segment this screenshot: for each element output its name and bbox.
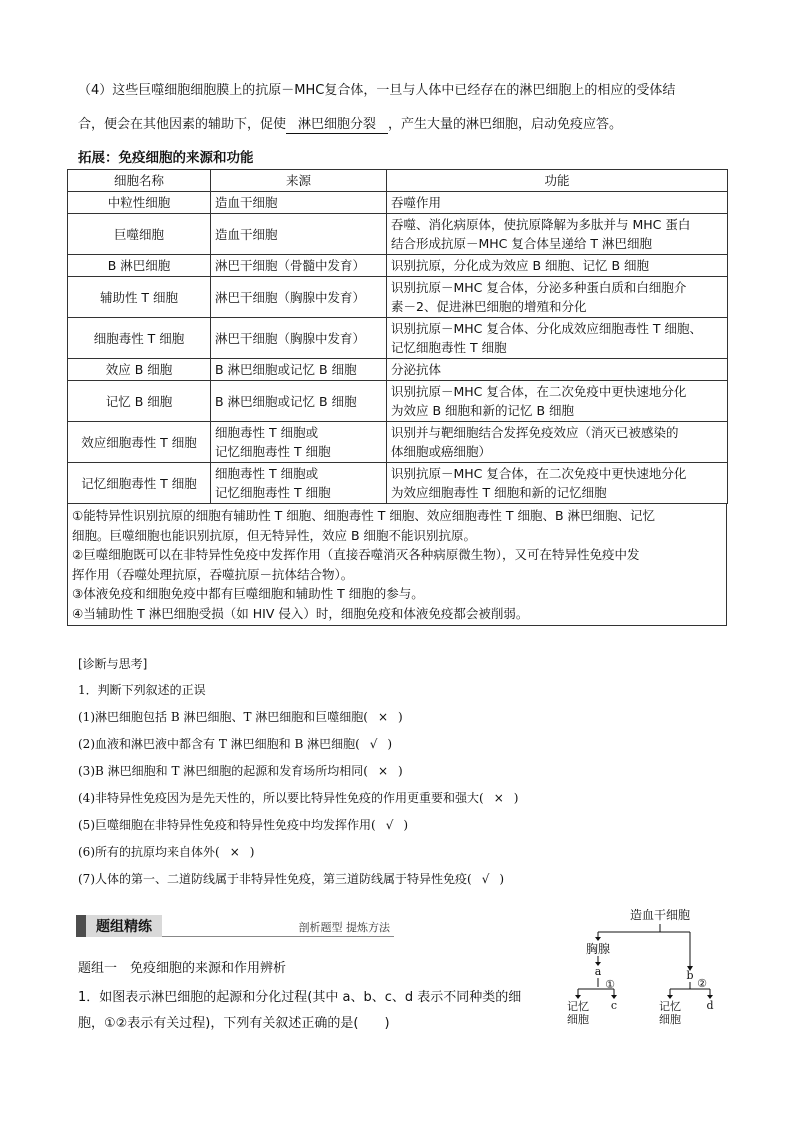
table-row: [68, 463, 728, 504]
note-line: ①能特异性识别抗原的细胞有辅助性 T 细胞、细胞毒性 T 细胞、效应细胞毒性 T 细胞、B 淋巴细胞、记忆: [72, 508, 656, 523]
section-band-rule: [162, 915, 394, 937]
table-row: [68, 318, 728, 359]
cell-function-line: 分泌抗体: [391, 362, 442, 377]
cell-function-line: 为效应 B 细胞和新的记忆 B 细胞: [391, 403, 575, 418]
question-1-line2: 胞，①②表示有关过程)，下列有关叙述正确的是( ): [78, 1016, 390, 1031]
cell-name: 中粒性细胞: [68, 192, 211, 214]
section-subtitle: 剖析题型 提炼方法: [298, 921, 390, 934]
lymphocyte-origin-diagram: [560, 905, 730, 1030]
diagram-arrow: [575, 995, 581, 999]
item4-line2: [78, 115, 622, 135]
judgement-mark: ×: [377, 710, 389, 724]
cell-function: [387, 277, 728, 318]
judgement-mark: ×: [229, 845, 240, 859]
table-row: [68, 359, 728, 381]
cell-name: 细胞毒性 T 细胞: [68, 318, 211, 359]
diagram-top-label: 造血干细胞: [629, 908, 691, 922]
table-row: [68, 381, 728, 422]
cell-source: [211, 381, 387, 422]
judgement-item: [78, 789, 518, 807]
diagram-label-a: a: [594, 965, 602, 978]
cell-function: [387, 359, 728, 381]
question-1-line1: 1．如图表示淋巴细胞的起源和分化过程(其中 a、b、c、d 表示不同种类的细: [78, 990, 522, 1005]
judgement-item: [78, 843, 518, 861]
judgement-item: [78, 816, 518, 834]
cell-name: 巨噬细胞: [68, 214, 211, 255]
diagram-label-c: c: [610, 999, 618, 1012]
cell-source-line: 淋巴干细胞（胸腺中发育）: [215, 289, 366, 305]
cell-function: [387, 192, 728, 214]
item4-line2-pre: 合，便会在其他因素的辅助下，促使: [78, 117, 287, 132]
judgement-mark: √: [385, 818, 394, 832]
item4-line2-post: ，产生大量的淋巴细胞，启动免疫应答。: [388, 117, 623, 132]
judgement-mark: √: [369, 737, 378, 751]
cell-source: [211, 192, 387, 214]
cell-source: [211, 463, 387, 504]
cell-function-line: 识别抗原－MHC 复合体，在二次免疫中更快速地分化: [391, 384, 687, 399]
cell-function-line: 素－2、促进淋巴细胞的增殖和分化: [391, 299, 587, 314]
cell-source: [211, 359, 387, 381]
cell-name: 效应 B 细胞: [68, 359, 211, 381]
cell-source-line: 细胞毒性 T 细胞或: [215, 466, 319, 481]
cell-function-line: 体细胞或癌细胞）: [391, 444, 492, 459]
cell-source: [211, 318, 387, 359]
cell-function: [387, 255, 728, 277]
diagram-process-1: ①: [605, 978, 615, 991]
cell-source-line: 淋巴干细胞（骨髓中发育）: [215, 258, 366, 273]
cell-function-line: 识别抗原－MHC 复合体，在二次免疫中更快速地分化: [391, 466, 687, 481]
cell-function-line: 识别并与靶细胞结合发挥免疫效应（消灭已被感染的: [391, 425, 679, 440]
cell-function-line: 吞噬作用: [391, 195, 442, 210]
diagram-arrow: [667, 995, 673, 999]
judgement-close: ): [403, 818, 409, 832]
cell-source: [211, 255, 387, 277]
diagram-memory1-line1: 记忆: [567, 1000, 589, 1013]
cell-source-line: 细胞毒性 T 细胞或: [215, 425, 319, 440]
table-row: [68, 277, 728, 318]
diagram-label-b: b: [686, 969, 694, 982]
section-band: [76, 915, 394, 937]
note-line: 细胞。巨噬细胞也能识别抗原，但无特异性，效应 B 细胞不能识别抗原。: [72, 527, 477, 543]
note-line: ③体液免疫和细胞免疫中都有巨噬细胞和辅助性 T 细胞的参与。: [72, 586, 424, 601]
diagram-thymus-label: 胸腺: [585, 942, 611, 956]
section-title: 题组精练: [76, 915, 162, 937]
fill-in-blank-answer: 淋巴细胞分裂: [286, 117, 388, 134]
judgement-close: ): [387, 737, 393, 751]
cell-name: 记忆 B 细胞: [68, 381, 211, 422]
table-row: [68, 214, 728, 255]
note-line: ④当辅助性 T 淋巴细胞受损（如 HIV 侵入）时，细胞免疫和体液免疫都会被削弱。: [72, 605, 529, 621]
judgement-item: [78, 735, 518, 753]
cell-function: [387, 422, 728, 463]
table-row: [68, 422, 728, 463]
diagram-memory2-line1: 记忆: [659, 1000, 681, 1013]
judgement-close: ): [398, 764, 403, 778]
cell-name: B 淋巴细胞: [68, 255, 211, 277]
diagram-memory1-line2: 细胞: [567, 1013, 589, 1026]
cell-source-line: 淋巴干细胞（胸腺中发育）: [215, 330, 366, 346]
question-1: [78, 985, 521, 1037]
extension-title: 拓展：免疫细胞的来源和功能: [78, 150, 254, 166]
judgement-text: (2)血液和淋巴液中都含有 T 淋巴细胞和 B 淋巴细胞(: [78, 737, 360, 751]
table-row: [68, 192, 728, 214]
judgement-mark: √: [481, 872, 490, 886]
cell-name: 效应细胞毒性 T 细胞: [68, 422, 211, 463]
cell-function: [387, 214, 728, 255]
header-cell-name: 细胞名称: [68, 170, 211, 192]
judgement-text: (4)非特异性免疫因为是先天性的，所以要比特异性免疫的作用更重要和强大(: [78, 791, 484, 805]
judgement-text: (1)淋巴细胞包括 B 淋巴细胞、T 淋巴细胞和巨噬细胞(: [78, 710, 368, 724]
cell-source: [211, 214, 387, 255]
judgement-mark: ×: [493, 791, 504, 805]
judgement-item: [78, 762, 518, 780]
judgement-item: [78, 870, 518, 888]
diagram-arrow: [595, 937, 601, 941]
table-row: [68, 255, 728, 277]
cell-function-line: 为效应细胞毒性 T 细胞和新的记忆细胞: [391, 485, 607, 500]
cell-source-line: 记忆细胞毒性 T 细胞: [215, 485, 331, 500]
judgement-close: ): [499, 872, 505, 886]
judgement-text: (7)人体的第一、二道防线属于非特异性免疫，第三道防线属于特异性免疫(: [78, 872, 472, 886]
cell-function-line: 识别抗原－MHC 复合体、分化成效应细胞毒性 T 细胞、: [391, 321, 702, 336]
judgement-close: ): [513, 791, 519, 805]
diagram-label-d: d: [706, 999, 714, 1012]
table-notes: [67, 504, 727, 626]
diagram-process-2: ②: [697, 977, 707, 990]
cell-name: 记忆细胞毒性 T 细胞: [68, 463, 211, 504]
cell-source: [211, 422, 387, 463]
cell-function-line: 记忆细胞毒性 T 细胞: [391, 340, 507, 355]
cell-source: [211, 277, 387, 318]
diagram-memory2-line2: 细胞: [659, 1013, 681, 1026]
cell-function: [387, 463, 728, 504]
header-source: 来源: [211, 170, 387, 192]
cell-function-line: 识别抗原，分化成为效应 B 细胞、记忆 B 细胞: [391, 258, 650, 273]
judgement-mark: ×: [377, 764, 389, 778]
cell-function-line: 结合形成抗原－MHC 复合体呈递给 T 淋巴细胞: [391, 236, 652, 251]
diagnosis-section: [78, 655, 518, 888]
cell-source-line: 造血干细胞: [215, 226, 278, 242]
cell-source-line: B 淋巴细胞或记忆 B 细胞: [215, 393, 357, 409]
judgement-item: [78, 708, 518, 726]
cell-name: 辅助性 T 细胞: [68, 277, 211, 318]
cell-function-line: 识别抗原－MHC 复合体，分泌多种蛋白质和白细胞介: [391, 280, 687, 295]
header-function: 功能: [387, 170, 728, 192]
note-line: 挥作用（吞噬处理抗原，吞噬抗原－抗体结合物）。: [72, 566, 354, 582]
judgement-text: (5)巨噬细胞在非特异性免疫和特异性免疫中均发挥作用(: [78, 818, 376, 832]
judgement-close: ): [249, 845, 255, 859]
judgement-close: ): [398, 710, 403, 724]
cell-source-line: B 淋巴细胞或记忆 B 细胞: [215, 362, 357, 377]
cell-function: [387, 318, 728, 359]
judgement-text: (6)所有的抗原均来自体外(: [78, 845, 220, 859]
note-line: ②巨噬细胞既可以在非特异性免疫中发挥作用（直接吞噬消灭各种病原微生物），又可在特异性免疫中发: [72, 547, 640, 562]
group-title: 题组一 免疫细胞的来源和作用辨析: [78, 961, 287, 976]
diagnosis-question-title: 1．判断下列叙述的正误: [78, 683, 206, 697]
immune-cell-table: [67, 169, 727, 626]
cell-function: [387, 381, 728, 422]
cell-source-line: 造血干细胞: [215, 195, 278, 210]
judgement-text: (3)B 淋巴细胞和 T 淋巴细胞的起源和发育场所均相同(: [78, 764, 368, 778]
item4-line1: （4）这些巨噬细胞细胞膜上的抗原－MHC复合体，一旦与人体中已经存在的淋巴细胞上的相应的受体结: [78, 83, 676, 98]
cell-function-line: 吞噬、消化病原体，使抗原降解为多肽并与 MHC 蛋白: [391, 217, 691, 232]
diagnosis-heading: [诊断与思考]: [78, 657, 148, 671]
cell-source-line: 记忆细胞毒性 T 细胞: [215, 444, 331, 459]
